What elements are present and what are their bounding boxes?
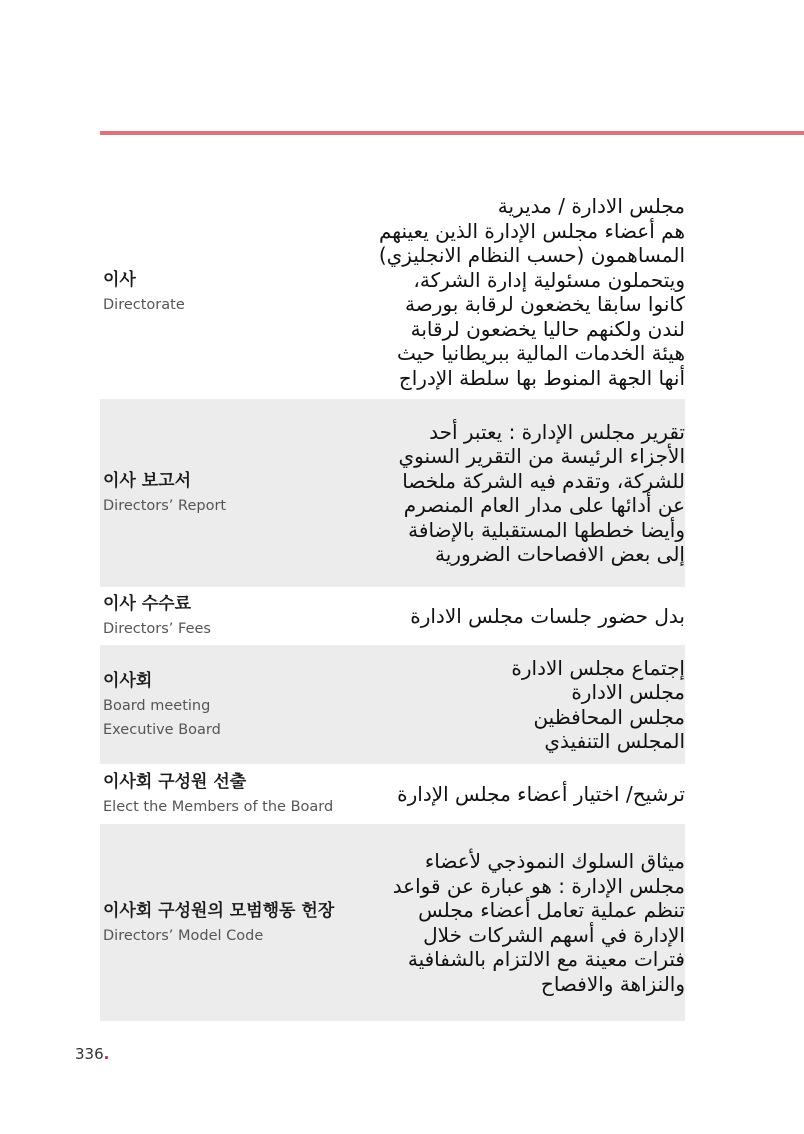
definition-line: الأجزاء الرئيسة من التقرير السنوي <box>398 444 685 468</box>
page-number-value: 336 <box>75 1045 104 1063</box>
definition-line: أنها الجهة المنوط بها سلطة الإدراج <box>398 365 685 390</box>
definition-line: مجلس الادارة / مديرية <box>497 194 685 218</box>
definition-line: إلى بعض الافصاحات الضرورية <box>435 542 685 566</box>
term-english: Directors’ Model Code <box>103 927 264 944</box>
definition-arabic <box>350 824 685 1021</box>
glossary-table <box>100 185 685 1021</box>
definition-line: والنزاهة والافصاح <box>540 971 685 996</box>
definition-line: هم أعضاء مجلس الإدارة الذين يعينهم <box>378 218 685 243</box>
definition-line: إجتماع مجلس الادارة <box>511 655 685 680</box>
term-column <box>103 824 348 1021</box>
definition-line: وأيضا خططها المستقبلية بالإضافة <box>408 517 685 542</box>
definition-line: الإدارة في أسهم الشركات خلال <box>423 922 685 947</box>
term-korean: 이사 <box>103 270 136 290</box>
glossary-entry-directors-fees <box>100 587 685 645</box>
definition-line: ترشيح/ اختيار أعضاء مجلس الإدارة <box>397 781 685 806</box>
term-korean: 이사회 구성원 선출 <box>103 772 247 792</box>
glossary-entry-directors-report <box>100 399 685 587</box>
term-column <box>103 185 348 399</box>
glossary-entry-board-meeting <box>100 645 685 764</box>
term-english: Directorate <box>103 297 185 313</box>
page-number <box>75 1045 109 1063</box>
definition-line: ميثاق السلوك النموذجي لأعضاء <box>424 849 685 873</box>
definition-line: تنظم عملية تعامل أعضاء مجلس <box>418 898 685 922</box>
term-column <box>103 587 348 645</box>
definition-arabic <box>350 185 685 399</box>
term-column <box>103 399 348 587</box>
definition-line: عن أدائها على مدار العام المنصرم <box>403 493 685 517</box>
definition-line: بدل حضور جلسات مجلس الادارة <box>410 603 685 628</box>
definition-line: المساهمون (حسب النظام الانجليزي) <box>378 243 685 267</box>
definition-arabic <box>350 399 685 587</box>
definition-line: مجلس الإدارة : هو عبارة عن قواعد <box>392 873 685 898</box>
definition-line: هيئة الخدمات المالية ببريطانيا حيث <box>396 341 685 365</box>
definition-line: كانوا سابقا يخضعون لرقابة بورصة <box>405 292 685 316</box>
glossary-entry-model-code <box>100 824 685 1021</box>
definition-line: لندن ولكنهم حاليا يخضعون لرقابة <box>410 316 685 341</box>
term-english: Executive Board <box>103 721 221 738</box>
term-english: Directors’ Fees <box>103 621 211 637</box>
definition-line: مجلس الادارة <box>571 680 685 704</box>
term-column <box>103 645 348 764</box>
term-korean: 이사회 구성원의 모범행동 헌장 <box>103 900 335 921</box>
definition-line: للشركة، وتقدم فيه الشركة ملخصا <box>402 468 685 493</box>
definition-arabic <box>350 587 685 645</box>
definition-line: مجلس المحافظين <box>533 704 685 729</box>
term-english: Directors’ Report <box>103 498 227 514</box>
definition-arabic <box>350 764 685 824</box>
definition-line: تقرير مجلس الإدارة : يعتبر أحد <box>429 419 685 444</box>
page-number-dot: . <box>103 1045 110 1063</box>
definition-line: فترات معينة مع الالتزام بالشفافية <box>407 947 685 971</box>
term-korean: 이사 수수료 <box>103 594 192 614</box>
glossary-entry-directorate <box>100 185 685 399</box>
definition-arabic <box>350 645 685 764</box>
term-column <box>103 764 348 824</box>
term-english: Elect the Members of the Board <box>103 799 334 815</box>
term-english: Board meeting <box>103 697 211 714</box>
definition-line: ويتحملون مسئولية إدارة الشركة، <box>413 267 685 292</box>
header-accent-rule <box>100 131 804 135</box>
term-korean: 이사회 <box>103 670 153 691</box>
term-korean: 이사 보고서 <box>103 471 192 491</box>
glossary-entry-elect-members <box>100 764 685 824</box>
definition-line: المجلس التنفيذي <box>544 729 685 753</box>
